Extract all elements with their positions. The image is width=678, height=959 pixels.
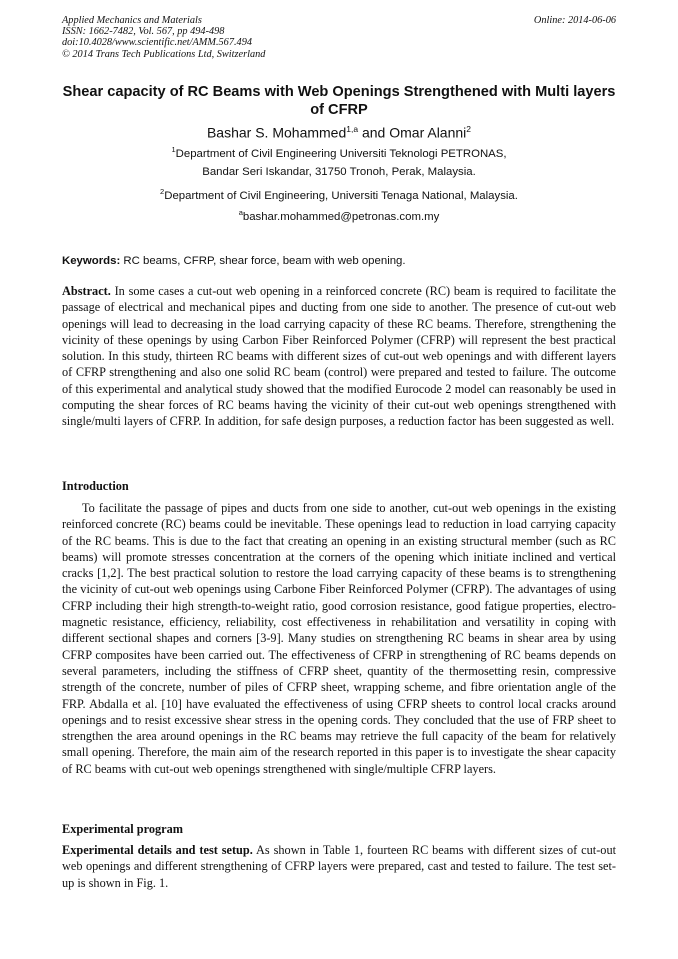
introduction-text: To facilitate the passage of pipes and ducts from one side to another, cut-out web openings in the existing reinforced concrete (RC) beams could be inevitable. These openings lead to reduction in load carrying capacity of the RC beams. This is due to the fact that creating an opening in an existing structural member (such as RC beams) will promote stresses concentration at the corners of the opening which initiate inclined and vertical cracks [1,2]. The best practical solution to restore the load carrying capacity of these beams is to strengthening the vicinity of cut-out web openings using Carbone Fiber Reinforced Polymer (CFRP). The advantages of using CFRP including their high strength-to-weight ratio, good corrosion resistance, good fatigue properties, electro-magnetic resistance, efficiency, reliability, cost effectiveness in rehabilitation and versatility in coping with different sectional shapes and corners [3-9]. Many studies on strengthening RC beams in shear area by using CFRP composites have been carried out. The effectiveness of CFRP in strengthening of RC beams depends on several parameters, including the stiffness of CFRP sheet, quantity of the thermosetting resin, compressive strength of the concrete, number of piles of CFRP sheet, wrapping scheme, and fibre orientation angle of the FRP. Abdalla et al. [10] have evaluated the effectiveness of using CFRP sheets to control local cracks around openings and to resist excessive shear stress in the opening cords. They concluded that the use of FRP sheet to strengthen the area around openings in the RC beams may retrieve the full capacity of the beam for relatively small opening. Therefore, the main aim of the research reported in this paper is to investigate the shear capacity of RC beams with cut-out web openings strengthened with single/multiple CFRP layers. xyxy=(62,501,616,776)
journal-name: Applied Mechanics and Materials xyxy=(62,15,202,26)
author-line xyxy=(62,124,616,141)
journal-header xyxy=(62,15,462,60)
copyright-line: © 2014 Trans Tech Publications Ltd, Switzerland xyxy=(62,48,266,60)
keywords-text: RC beams, CFRP, shear force, beam with web opening. xyxy=(120,255,406,267)
affiliation-1-line-2: Bandar Seri Iskandar, 31750 Tronoh, Perak, Malaysia. xyxy=(202,166,476,178)
affiliation-2-text: Department of Civil Engineering, Universiti Tenaga National, Malaysia. xyxy=(164,189,518,202)
paper-title: Shear capacity of RC Beams with Web Openings Strengthened with Multi layers of CFRP xyxy=(62,84,616,118)
introduction-heading: Introduction xyxy=(62,479,129,493)
author-1-sup: 1,a xyxy=(346,124,359,134)
affiliation-2 xyxy=(62,187,616,202)
author-email xyxy=(62,208,616,223)
abstract xyxy=(62,283,616,430)
email-sup: a xyxy=(238,208,243,217)
experimental-text: As shown in Table 1, fourteen RC beams with different sizes of cut-out web openings and different strengthening of CFRP layers were prepared, cast and tested to failure. The test set-up is shown in Fig. 1. xyxy=(62,843,617,890)
abstract-text: In some cases a cut-out web opening in a reinforced concrete (RC) beam is required to facilitate the passage of electrical and mechanical pipes and ducting from one side to another. The presence of cut-out web openings will lead to decreasing in the load carrying capacity of these RC beams. Therefore, strengthening the vicinity of these openings by using Carbon Fiber Reinforced Polymer (CFRP) will represent the best practical solution. In this study, thirteen RC beams with different sizes of cut-out web openings and with different layers of CFRP strengthening and also one solid RC beam (control) were prepared and tested to failure. The outcome of this experimental and analytical study showed that the modified Eurocode 2 model can reasonably be used in computing the shear forces of RC beams having the vicinity of their cut-out web openings strengthened with single/multi layers of CFRP. In addition, for safe design purposes, a reduction factor has been suggested as well. xyxy=(62,284,616,429)
experimental-details xyxy=(62,842,616,891)
author-1-name: Bashar S. Mohammed xyxy=(206,124,347,141)
affiliation-2-sup: 2 xyxy=(160,187,165,196)
affiliation-1-text: Department of Civil Engineering Universiti Teknologi PETRONAS, xyxy=(175,147,507,160)
author-2-sup: 2 xyxy=(466,124,472,134)
author-2-name: Omar Alanni xyxy=(389,124,467,141)
keywords xyxy=(62,255,616,267)
issn-line: ISSN: 1662-7482, Vol. 567, pp 494-498 xyxy=(62,26,225,38)
keywords-label: Keywords: xyxy=(62,255,121,267)
affiliation-1-line-1 xyxy=(62,145,616,160)
author-conjunction: and xyxy=(358,124,390,141)
doi-line: doi:10.4028/www.scientific.net/AMM.567.494 xyxy=(62,37,252,49)
email-text: bashar.mohammed@petronas.com.my xyxy=(242,210,440,223)
abstract-label: Abstract. xyxy=(62,284,111,298)
affiliation-1-sup: 1 xyxy=(171,145,176,154)
experimental-heading: Experimental program xyxy=(62,822,184,836)
experimental-sub-label: Experimental details and test setup. xyxy=(62,843,253,857)
online-date: Online: 2014-06-06 xyxy=(533,15,616,26)
